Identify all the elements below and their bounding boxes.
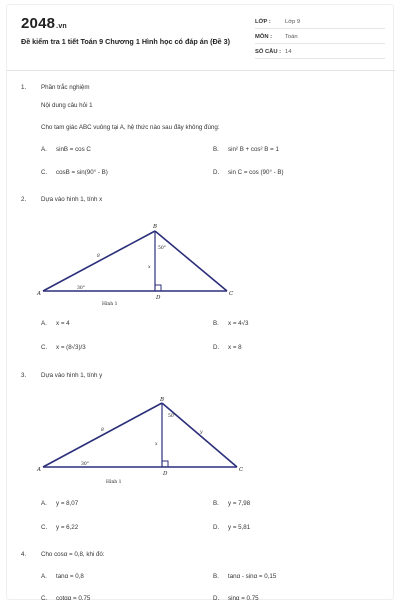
side-bc	[155, 231, 227, 291]
option-d-letter: D.	[213, 595, 220, 600]
meta-value: Lớp 9	[285, 19, 301, 25]
option-d[interactable]: sinα = 0,75	[228, 595, 259, 600]
question-text: Dựa vào hình 1, tính x	[41, 196, 103, 203]
label-c: C	[239, 467, 244, 473]
triangle-figure-2	[35, 395, 245, 487]
meta-count	[255, 47, 385, 59]
label-angle-a: 30°	[77, 286, 85, 291]
option-b[interactable]: x = 4√3	[228, 320, 249, 327]
label-c: C	[229, 291, 234, 297]
meta-value: 14	[285, 49, 292, 55]
option-c[interactable]: cotgα = 0,75	[56, 595, 91, 600]
label-d: D	[163, 471, 168, 477]
option-d-letter: D.	[213, 169, 220, 176]
question-number: 4.	[21, 551, 27, 558]
option-a[interactable]: tanα = 0,8	[56, 573, 84, 580]
side-bc	[162, 403, 237, 467]
option-c[interactable]: cosB = sin(90° - B)	[56, 169, 108, 176]
option-c-letter: C.	[41, 595, 48, 600]
logo-text: 2048	[21, 15, 56, 32]
meta-key: SỐ CÂU :	[255, 49, 282, 55]
label-d: D	[156, 295, 161, 301]
side-ab	[43, 403, 162, 467]
option-b[interactable]: y = 7,98	[228, 500, 251, 507]
triangle-figure-1	[35, 219, 235, 311]
option-d-letter: D.	[213, 344, 220, 351]
meta-subject	[255, 32, 385, 44]
site-logo[interactable]	[21, 15, 67, 32]
label-a: A	[37, 291, 41, 297]
meta-key: MÔN :	[255, 34, 273, 40]
option-c-letter: C.	[41, 344, 48, 351]
label-x: x	[155, 442, 158, 447]
option-a-letter: A.	[41, 146, 47, 153]
label-b: B	[153, 224, 158, 230]
question-subtitle: Nội dung câu hỏi 1	[41, 102, 93, 109]
label-side-8: 8	[101, 428, 104, 433]
option-b-letter: B.	[213, 320, 219, 327]
document-title: Đề kiểm tra 1 tiết Toán 9 Chương 1 Hình học có đáp án (Đề 3)	[21, 37, 231, 46]
meta-class	[255, 17, 385, 29]
section-heading: Phần trắc nghiệm	[41, 84, 90, 91]
right-angle-mark	[155, 285, 161, 291]
right-angle-mark	[162, 461, 168, 467]
option-b[interactable]: tanα - sinα = 0,15	[228, 573, 277, 580]
option-d[interactable]: sin C = cos (90° - B)	[228, 169, 284, 176]
option-b-letter: B.	[213, 500, 219, 507]
question-number: 3.	[21, 372, 27, 379]
option-a-letter: A.	[41, 500, 47, 507]
meta-value: Toán	[285, 34, 298, 40]
option-c[interactable]: x = (8√3)/3	[56, 344, 86, 351]
label-angle-b: 50°	[158, 246, 166, 251]
question-text: Cho cosα = 0,8, khi đó:	[41, 551, 105, 558]
option-a[interactable]: y = 8,07	[56, 500, 79, 507]
option-b-letter: B.	[213, 573, 219, 580]
question-number: 1.	[21, 84, 27, 91]
figure-caption: Hình 1	[106, 480, 122, 485]
page-header	[7, 5, 395, 71]
option-d[interactable]: x = 8	[228, 344, 242, 351]
figure-caption: Hình 1	[102, 302, 118, 307]
label-side-8: 8	[97, 254, 100, 259]
option-a[interactable]: x = 4	[56, 320, 70, 327]
question-text: Cho tam giác ABC vuông tại A, hệ thức nào sau đây không đúng:	[41, 124, 220, 131]
option-d-letter: D.	[213, 524, 220, 531]
meta-key: LỚP :	[255, 19, 271, 25]
option-b[interactable]: sin² B + cos² B = 1	[228, 146, 279, 153]
label-b: B	[160, 397, 165, 403]
label-a: A	[37, 467, 41, 473]
question-number: 2.	[21, 196, 27, 203]
question-text: Dựa vào hình 1, tính y	[41, 372, 103, 379]
option-c[interactable]: y = 6,22	[56, 524, 79, 531]
option-c-letter: C.	[41, 524, 48, 531]
logo-suffix: .vn	[56, 23, 67, 30]
option-d[interactable]: y = 5,81	[228, 524, 251, 531]
label-angle-a: 30°	[81, 462, 89, 467]
option-a-letter: A.	[41, 320, 47, 327]
option-a-letter: A.	[41, 573, 47, 580]
label-y: y	[200, 430, 203, 435]
document-page	[6, 4, 394, 600]
label-x: x	[148, 265, 151, 270]
option-c-letter: C.	[41, 169, 48, 176]
side-ab	[43, 231, 155, 291]
option-b-letter: B.	[213, 146, 219, 153]
label-angle-b: 50°	[168, 414, 176, 419]
option-a[interactable]: sinB = cos C	[56, 146, 91, 153]
